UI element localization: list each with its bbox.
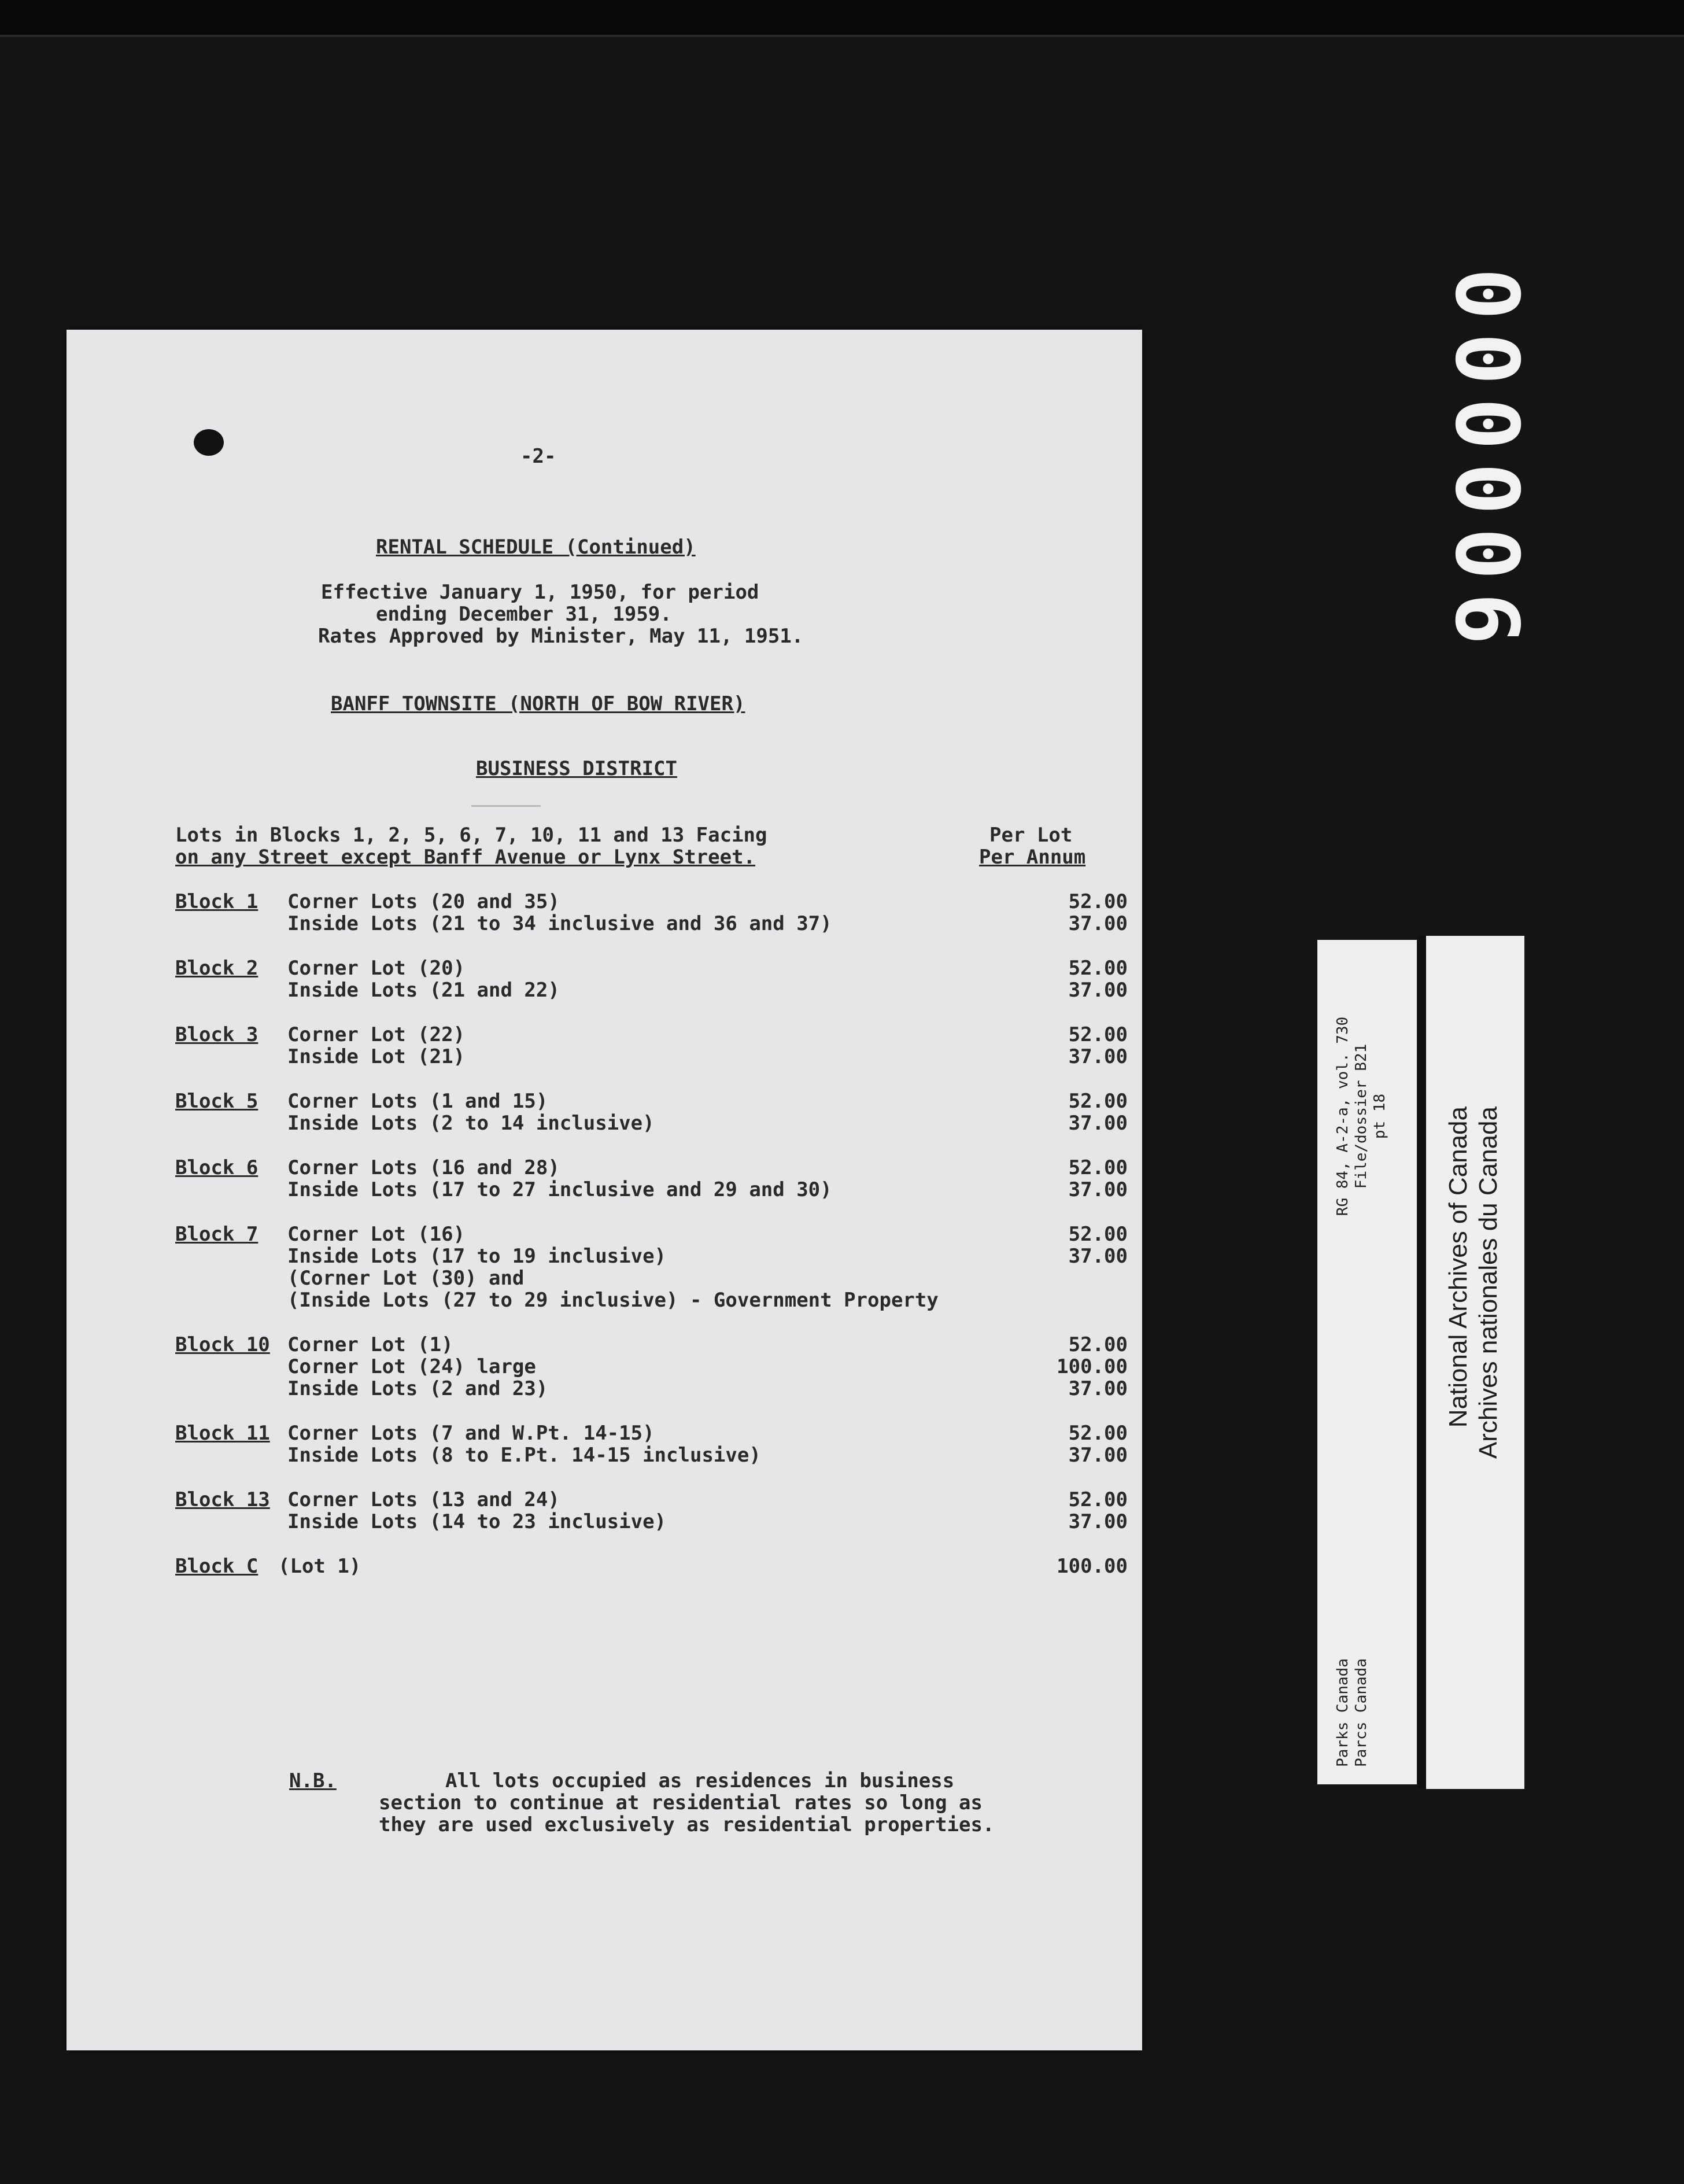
lot-rate: 52.00 bbox=[1068, 1090, 1128, 1113]
rate-header-line-2: Per Annum bbox=[979, 846, 1086, 869]
lots-heading-line-2: on any Street except Banff Avenue or Lynx Street. bbox=[175, 846, 756, 869]
lots-heading-line-1: Lots in Blocks 1, 2, 5, 6, 7, 10, 11 and 13 Facing bbox=[175, 824, 767, 847]
lot-line: Inside Lots (17 to 19 inclusive) bbox=[287, 1245, 667, 1268]
document-title: RENTAL SCHEDULE (Continued) bbox=[376, 536, 696, 559]
block-label: Block 2 bbox=[175, 957, 258, 980]
block-label: Block 1 bbox=[175, 890, 258, 913]
lot-rate: 37.00 bbox=[1068, 1245, 1128, 1268]
lot-line: Corner Lots (20 and 35) bbox=[287, 890, 560, 913]
lot-line: Inside Lots (21 and 22) bbox=[287, 979, 560, 1002]
lot-line: Corner Lot (16) bbox=[287, 1223, 466, 1246]
lot-rate: 52.00 bbox=[1068, 1422, 1128, 1445]
block-label: Block 13 bbox=[175, 1488, 270, 1511]
reference-text: RG 84, A-2-a, vol. 730 File/dossier B21 pt 18 bbox=[1334, 1016, 1388, 1216]
lot-rate: 52.00 bbox=[1068, 957, 1128, 980]
lot-rate: 37.00 bbox=[1068, 979, 1128, 1002]
archive-reference-label bbox=[1317, 940, 1417, 1784]
frame-number-text: 000006 bbox=[1436, 268, 1537, 658]
effective-line-1: Effective January 1, 1950, for period bbox=[321, 581, 759, 604]
lot-line: (Lot 1) bbox=[278, 1555, 361, 1578]
effective-line-3: Rates Approved by Minister, May 11, 1951. bbox=[318, 625, 804, 648]
institution-text: National Archives of Canada Archives nationales du Canada bbox=[1444, 1106, 1502, 1459]
lot-rate: 52.00 bbox=[1068, 1488, 1128, 1511]
film-edge bbox=[0, 0, 1684, 37]
block-label: Block 7 bbox=[175, 1223, 258, 1246]
block-label: Block 5 bbox=[175, 1090, 258, 1113]
rate-header-line-1: Per Lot bbox=[989, 824, 1073, 847]
nb-line-3: they are used exclusively as residential properties. bbox=[379, 1813, 995, 1836]
lot-line: Inside Lot (21) bbox=[287, 1045, 466, 1068]
fonds-text: Parks Canada Parcs Canada bbox=[1334, 1658, 1370, 1767]
block-label: Block 11 bbox=[175, 1422, 270, 1445]
lot-rate: 52.00 bbox=[1068, 1156, 1128, 1179]
document-page bbox=[67, 330, 1142, 2050]
frame-number bbox=[1382, 174, 1590, 752]
punch-hole bbox=[194, 429, 224, 456]
label-divider bbox=[1418, 936, 1426, 1789]
lot-rate: 52.00 bbox=[1068, 1333, 1128, 1356]
lot-rate: 37.00 bbox=[1068, 912, 1128, 935]
lot-rate: 37.00 bbox=[1068, 1510, 1128, 1533]
lot-line: Corner Lots (7 and W.Pt. 14-15) bbox=[287, 1422, 655, 1445]
lot-rate: 52.00 bbox=[1068, 890, 1128, 913]
nb-label: N.B. bbox=[289, 1769, 337, 1792]
lot-line: (Inside Lots (27 to 29 inclusive) - Government Property bbox=[287, 1289, 939, 1312]
lot-line: Corner Lot (24) large bbox=[287, 1355, 536, 1378]
institution-label bbox=[1426, 936, 1524, 1789]
lot-line: Corner Lot (1) bbox=[287, 1333, 453, 1356]
block-label: Block 10 bbox=[175, 1333, 270, 1356]
lot-line: Inside Lots (2 and 23) bbox=[287, 1377, 548, 1400]
block-label: Block 3 bbox=[175, 1023, 258, 1046]
lot-line: Inside Lots (14 to 23 inclusive) bbox=[287, 1510, 667, 1533]
lot-line: Inside Lots (21 to 34 inclusive and 36 and 37) bbox=[287, 912, 832, 935]
nb-line-1: All lots occupied as residences in business bbox=[445, 1769, 955, 1792]
block-label: Block C bbox=[175, 1555, 258, 1578]
lot-rate: 52.00 bbox=[1068, 1223, 1128, 1246]
lot-line: Corner Lot (22) bbox=[287, 1023, 466, 1046]
page-number: -2- bbox=[520, 445, 556, 468]
lot-rate: 37.00 bbox=[1068, 1444, 1128, 1467]
divider bbox=[471, 805, 541, 807]
lot-rate: 52.00 bbox=[1068, 1023, 1128, 1046]
lot-rate: 100.00 bbox=[1057, 1355, 1128, 1378]
nb-line-2: section to continue at residential rates so long as bbox=[379, 1791, 983, 1814]
lot-rate: 37.00 bbox=[1068, 1377, 1128, 1400]
lot-line: (Corner Lot (30) and bbox=[287, 1267, 525, 1290]
lot-line: Inside Lots (8 to E.Pt. 14-15 inclusive) bbox=[287, 1444, 761, 1467]
district-heading: BUSINESS DISTRICT bbox=[476, 757, 677, 780]
lot-line: Corner Lot (20) bbox=[287, 957, 466, 980]
lot-rate: 37.00 bbox=[1068, 1178, 1128, 1201]
effective-line-2: ending December 31, 1959. bbox=[376, 603, 672, 626]
block-label: Block 6 bbox=[175, 1156, 258, 1179]
lot-line: Inside Lots (17 to 27 inclusive and 29 and 30) bbox=[287, 1178, 832, 1201]
lot-line: Inside Lots (2 to 14 inclusive) bbox=[287, 1112, 655, 1135]
lot-rate: 37.00 bbox=[1068, 1045, 1128, 1068]
lot-line: Corner Lots (1 and 15) bbox=[287, 1090, 548, 1113]
lot-rate: 100.00 bbox=[1057, 1555, 1128, 1578]
lot-rate: 37.00 bbox=[1068, 1112, 1128, 1135]
lot-line: Corner Lots (16 and 28) bbox=[287, 1156, 560, 1179]
townsite-heading: BANFF TOWNSITE (NORTH OF BOW RIVER) bbox=[331, 692, 745, 715]
lot-line: Corner Lots (13 and 24) bbox=[287, 1488, 560, 1511]
